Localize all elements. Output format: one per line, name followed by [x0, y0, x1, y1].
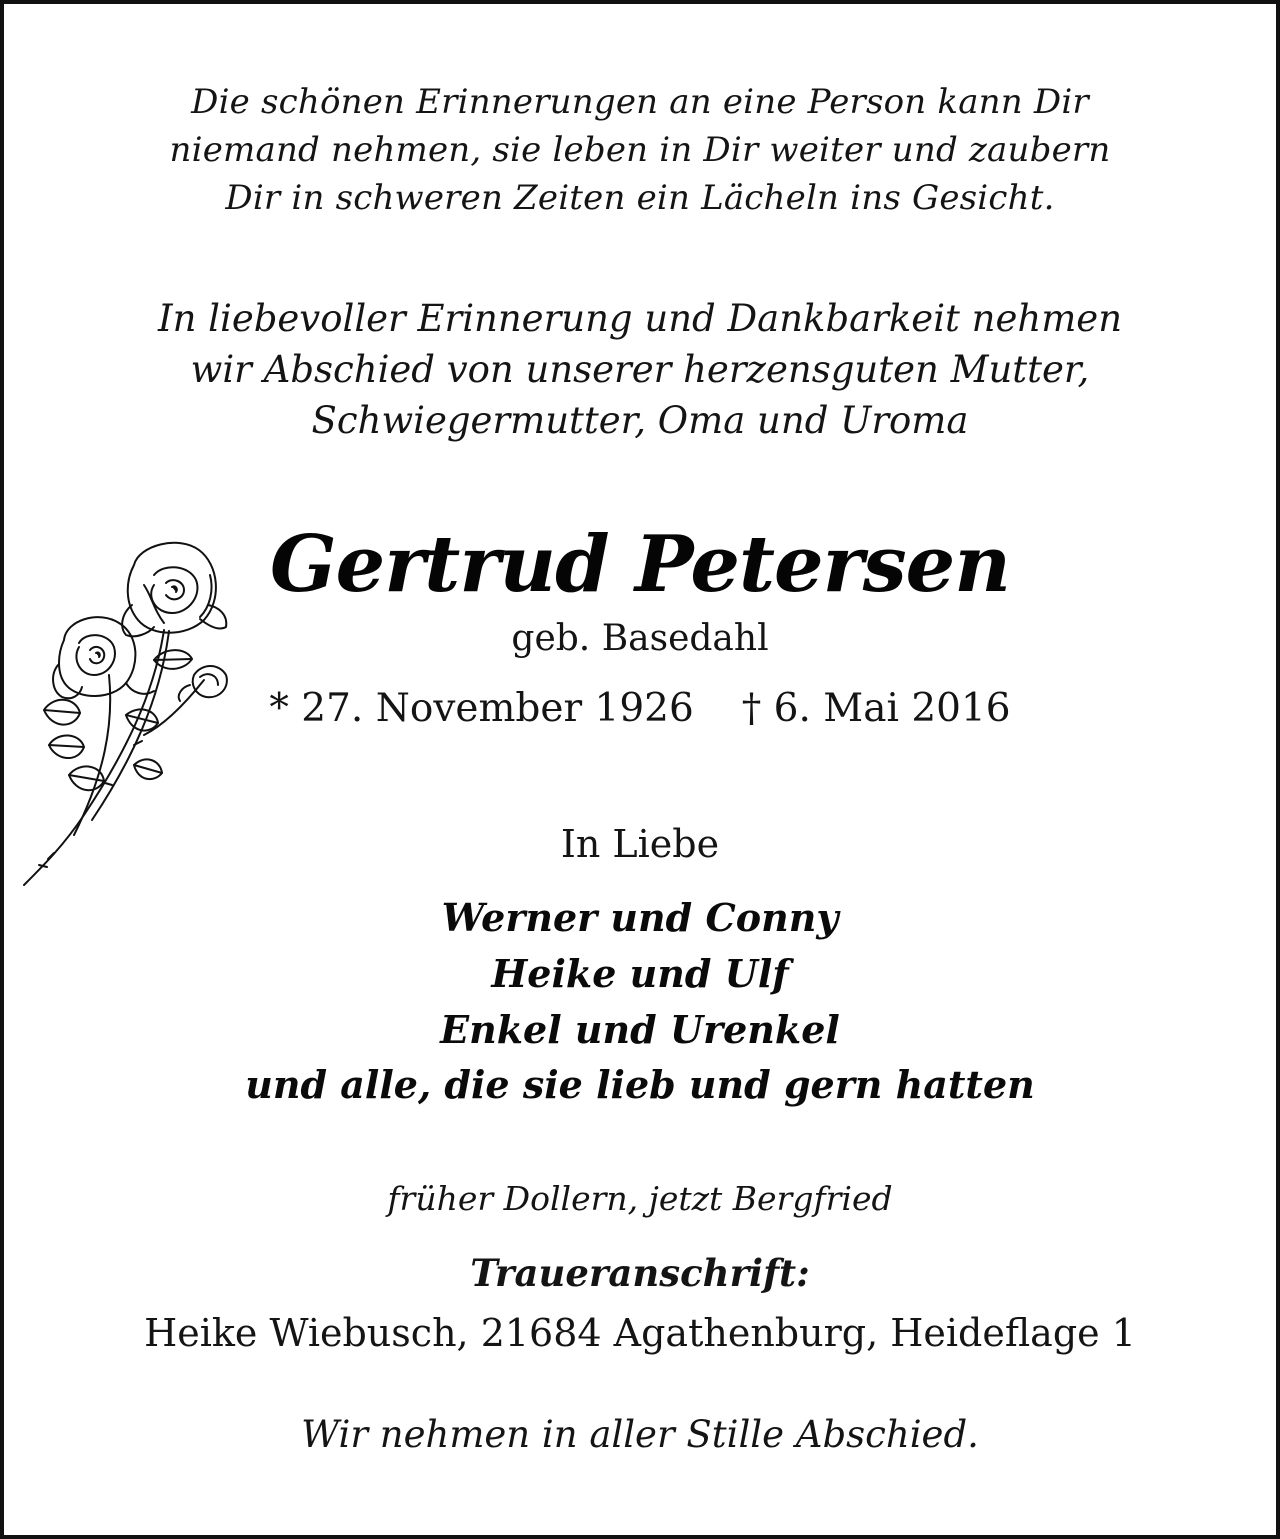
intro-line-1: Die schönen Erinnerungen an eine Person kann Dir [191, 82, 1089, 122]
address-text: Heike Wiebusch, 21684 Agathenburg, Heideflage 1 [144, 1311, 1136, 1355]
farewell-line-2: wir Abschied von unserer herzensguten Mutter, [190, 348, 1090, 391]
deceased-name: Gertrud Petersen [269, 519, 1011, 610]
closing-line: Wir nehmen in aller Stille Abschied. [301, 1413, 979, 1456]
mourner-line-1: Werner und Conny [441, 895, 839, 940]
mourner-line-3: Enkel und Urenkel [440, 1007, 840, 1052]
residence: früher Dollern, jetzt Bergfried [387, 1179, 893, 1218]
intro-line-3: Dir in schweren Zeiten ein Lächeln ins Gesicht. [225, 178, 1055, 218]
intro-line-2: niemand nehmen, sie leben in Dir weiter und zaubern [169, 130, 1111, 170]
birth-date: * 27. November 1926 [269, 686, 694, 731]
farewell-line-1: In liebevoller Erinnerung und Dankbarkeit nehmen [157, 297, 1123, 340]
address-label: Traueranschrift: [470, 1251, 810, 1295]
mourner-line-2: Heike und Ulf [491, 951, 789, 996]
in-love-heading: In Liebe [560, 822, 720, 866]
life-dates [0, 685, 1280, 733]
mourner-line-4: und alle, die sie lieb und gern hatten [245, 1062, 1035, 1107]
birth-name: geb. Basedahl [511, 618, 769, 659]
farewell-line-3: Schwiegermutter, Oma und Uroma [311, 399, 969, 442]
death-date: † 6. Mai 2016 [741, 686, 1011, 731]
